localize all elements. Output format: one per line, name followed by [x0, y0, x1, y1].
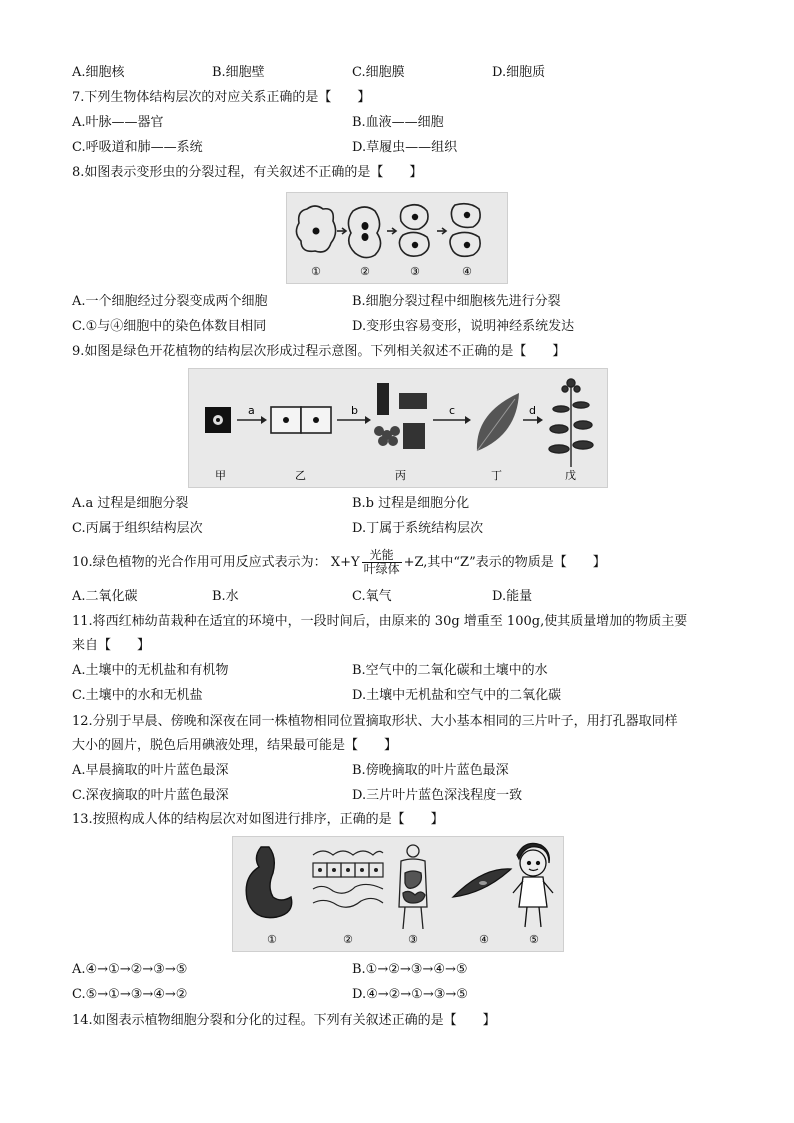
q6-option-a[interactable]: A.细胞核 — [72, 65, 125, 80]
q10-stem-pre: 10.绿色植物的光合作用可用反应式表示为： — [72, 555, 327, 570]
q10-option-b[interactable]: B.水 — [212, 589, 239, 604]
q11-option-b[interactable]: B.空气中的二氧化碳和土壤中的水 — [352, 663, 548, 678]
q13-option-b[interactable]: B.①→②→③→④→⑤ — [352, 962, 468, 977]
q9-arrow-a: a — [248, 404, 255, 417]
q10-stem — [72, 546, 606, 580]
q10-formula-fraction — [362, 549, 402, 576]
q10-option-c[interactable]: C.氧气 — [352, 589, 392, 604]
q9-fig-label-bing: 丙 — [395, 469, 406, 482]
q8-stem: 8.如图表示变形虫的分裂过程，有关叙述不正确的是【 】 — [72, 165, 423, 180]
q10-stem-post: ,其中“Z”表示的物质是【 】 — [423, 555, 606, 570]
q12-option-d[interactable]: D.三片叶片蓝色深浅程度一致 — [352, 788, 523, 803]
stomach — [246, 847, 292, 918]
q8-fig-label-4: ④ — [462, 265, 472, 278]
q8-option-d[interactable]: D.变形虫容易变形，说明神经系统发达 — [352, 319, 575, 334]
q13-fig-label-5: ⑤ — [529, 933, 539, 946]
q10-option-a[interactable]: A.二氧化碳 — [72, 589, 138, 604]
q6-option-d[interactable]: D.细胞质 — [492, 65, 546, 80]
q11-option-c[interactable]: C.土壤中的水和无机盐 — [72, 688, 203, 703]
q10-option-d[interactable]: D.能量 — [492, 589, 533, 604]
q8-option-b[interactable]: B.细胞分裂过程中细胞核先进行分裂 — [352, 294, 561, 309]
q12-option-b[interactable]: B.傍晚摘取的叶片蓝色最深 — [352, 763, 509, 778]
q8-fig-label-1: ① — [311, 265, 321, 278]
amoeba-cell-2 — [348, 207, 380, 258]
q10-formula-bottom: 叶绿体 — [363, 562, 400, 576]
q13-option-a[interactable]: A.④→①→②→③→⑤ — [72, 962, 188, 977]
epithelial-tissue — [313, 851, 383, 907]
digestive-system — [399, 845, 427, 929]
human-structure-figure — [232, 836, 564, 952]
q9-option-c[interactable]: C.丙属于组织结构层次 — [72, 521, 203, 536]
q9-fig-label-ding: 丁 — [491, 469, 502, 482]
q7-option-d[interactable]: D.草履虫——组织 — [352, 140, 458, 155]
q9-option-a[interactable]: A.a 过程是细胞分裂 — [72, 496, 189, 511]
q9-option-d[interactable]: D.丁属于系统结构层次 — [352, 521, 484, 536]
q11-stem-line2: 来自【 】 — [72, 638, 151, 653]
q7-option-c[interactable]: C.呼吸道和肺——系统 — [72, 140, 203, 155]
human-structure-diagram — [233, 837, 563, 951]
q8-option-a[interactable]: A.一个细胞经过分裂变成两个细胞 — [72, 294, 268, 309]
q9-fig-label-yi: 乙 — [295, 469, 306, 482]
q14-stem: 14.如图表示植物细胞分裂和分化的过程。下列有关叙述正确的是【 】 — [72, 1013, 496, 1028]
q7-stem: 7.下列生物体结构层次的对应关系正确的是【 】 — [72, 90, 371, 105]
q9-fig-label-jia: 甲 — [215, 469, 226, 482]
tissue-2 — [399, 393, 427, 409]
q13-option-c[interactable]: C.⑤→①→③→④→② — [72, 987, 188, 1002]
q12-option-c[interactable]: C.深夜摘取的叶片蓝色最深 — [72, 788, 229, 803]
q7-option-b[interactable]: B.血液——细胞 — [352, 115, 444, 130]
q8-fig-label-3: ③ — [410, 265, 420, 278]
amoeba-division-diagram — [287, 193, 507, 283]
plant-structure-diagram — [189, 369, 607, 487]
q8-fig-label-2: ② — [360, 265, 370, 278]
q11-option-a[interactable]: A.土壤中的无机盐和有机物 — [72, 663, 229, 678]
q9-arrow-b: b — [351, 404, 358, 417]
plant-wu — [549, 379, 593, 467]
q8-option-c[interactable]: C.①与④细胞中的染色体数目相同 — [72, 319, 267, 334]
q9-stem: 9.如图是绿色开花植物的结构层次形成过程示意图。下列相关叙述不正确的是【 】 — [72, 344, 566, 359]
tissue-3 — [374, 426, 400, 446]
q13-fig-label-2: ② — [343, 933, 353, 946]
q6-option-c[interactable]: C.细胞膜 — [352, 65, 405, 80]
tissue-1 — [377, 383, 389, 415]
q9-fig-label-wu: 戊 — [565, 469, 576, 482]
q13-fig-label-3: ③ — [408, 933, 418, 946]
q10-formula-right: +Z — [403, 555, 424, 570]
q13-option-d[interactable]: D.④→②→①→③→⑤ — [352, 987, 468, 1002]
q12-stem-line1: 12.分别于早晨、傍晚和深夜在同一株植物相同位置摘取形状、大小基本相同的三片叶子，用打孔器取同样 — [72, 714, 678, 729]
q10-formula-left: X+Y — [330, 555, 360, 570]
q7-option-a[interactable]: A.叶脉——器官 — [72, 115, 164, 130]
amoeba-division-figure — [286, 192, 508, 284]
q11-stem-line1: 11.将西红柿幼苗栽种在适宜的环境中，一段时间后，由原来的 30g 增重至 100g,使其质量增加的物质主要 — [72, 614, 688, 629]
q6-option-b[interactable]: B.细胞壁 — [212, 65, 265, 80]
q13-fig-label-1: ① — [267, 933, 277, 946]
q12-stem-line2: 大小的圆片，脱色后用碘液处理，结果最可能是【 】 — [72, 738, 398, 753]
q9-arrow-c: c — [449, 404, 456, 417]
q13-stem: 13.按照构成人体的结构层次对如图进行排序，正确的是【 】 — [72, 812, 444, 827]
q9-arrow-d: d — [529, 404, 536, 417]
q12-option-a[interactable]: A.早晨摘取的叶片蓝色最深 — [72, 763, 229, 778]
q13-fig-label-4: ④ — [479, 933, 489, 946]
girl-figure — [513, 843, 553, 927]
plant-structure-figure — [188, 368, 608, 488]
tissue-4 — [403, 423, 425, 449]
q11-option-d[interactable]: D.土壤中无机盐和空气中的二氧化碳 — [352, 688, 562, 703]
q9-option-b[interactable]: B.b 过程是细胞分化 — [352, 496, 470, 511]
q10-formula-top: 光能 — [369, 548, 394, 562]
